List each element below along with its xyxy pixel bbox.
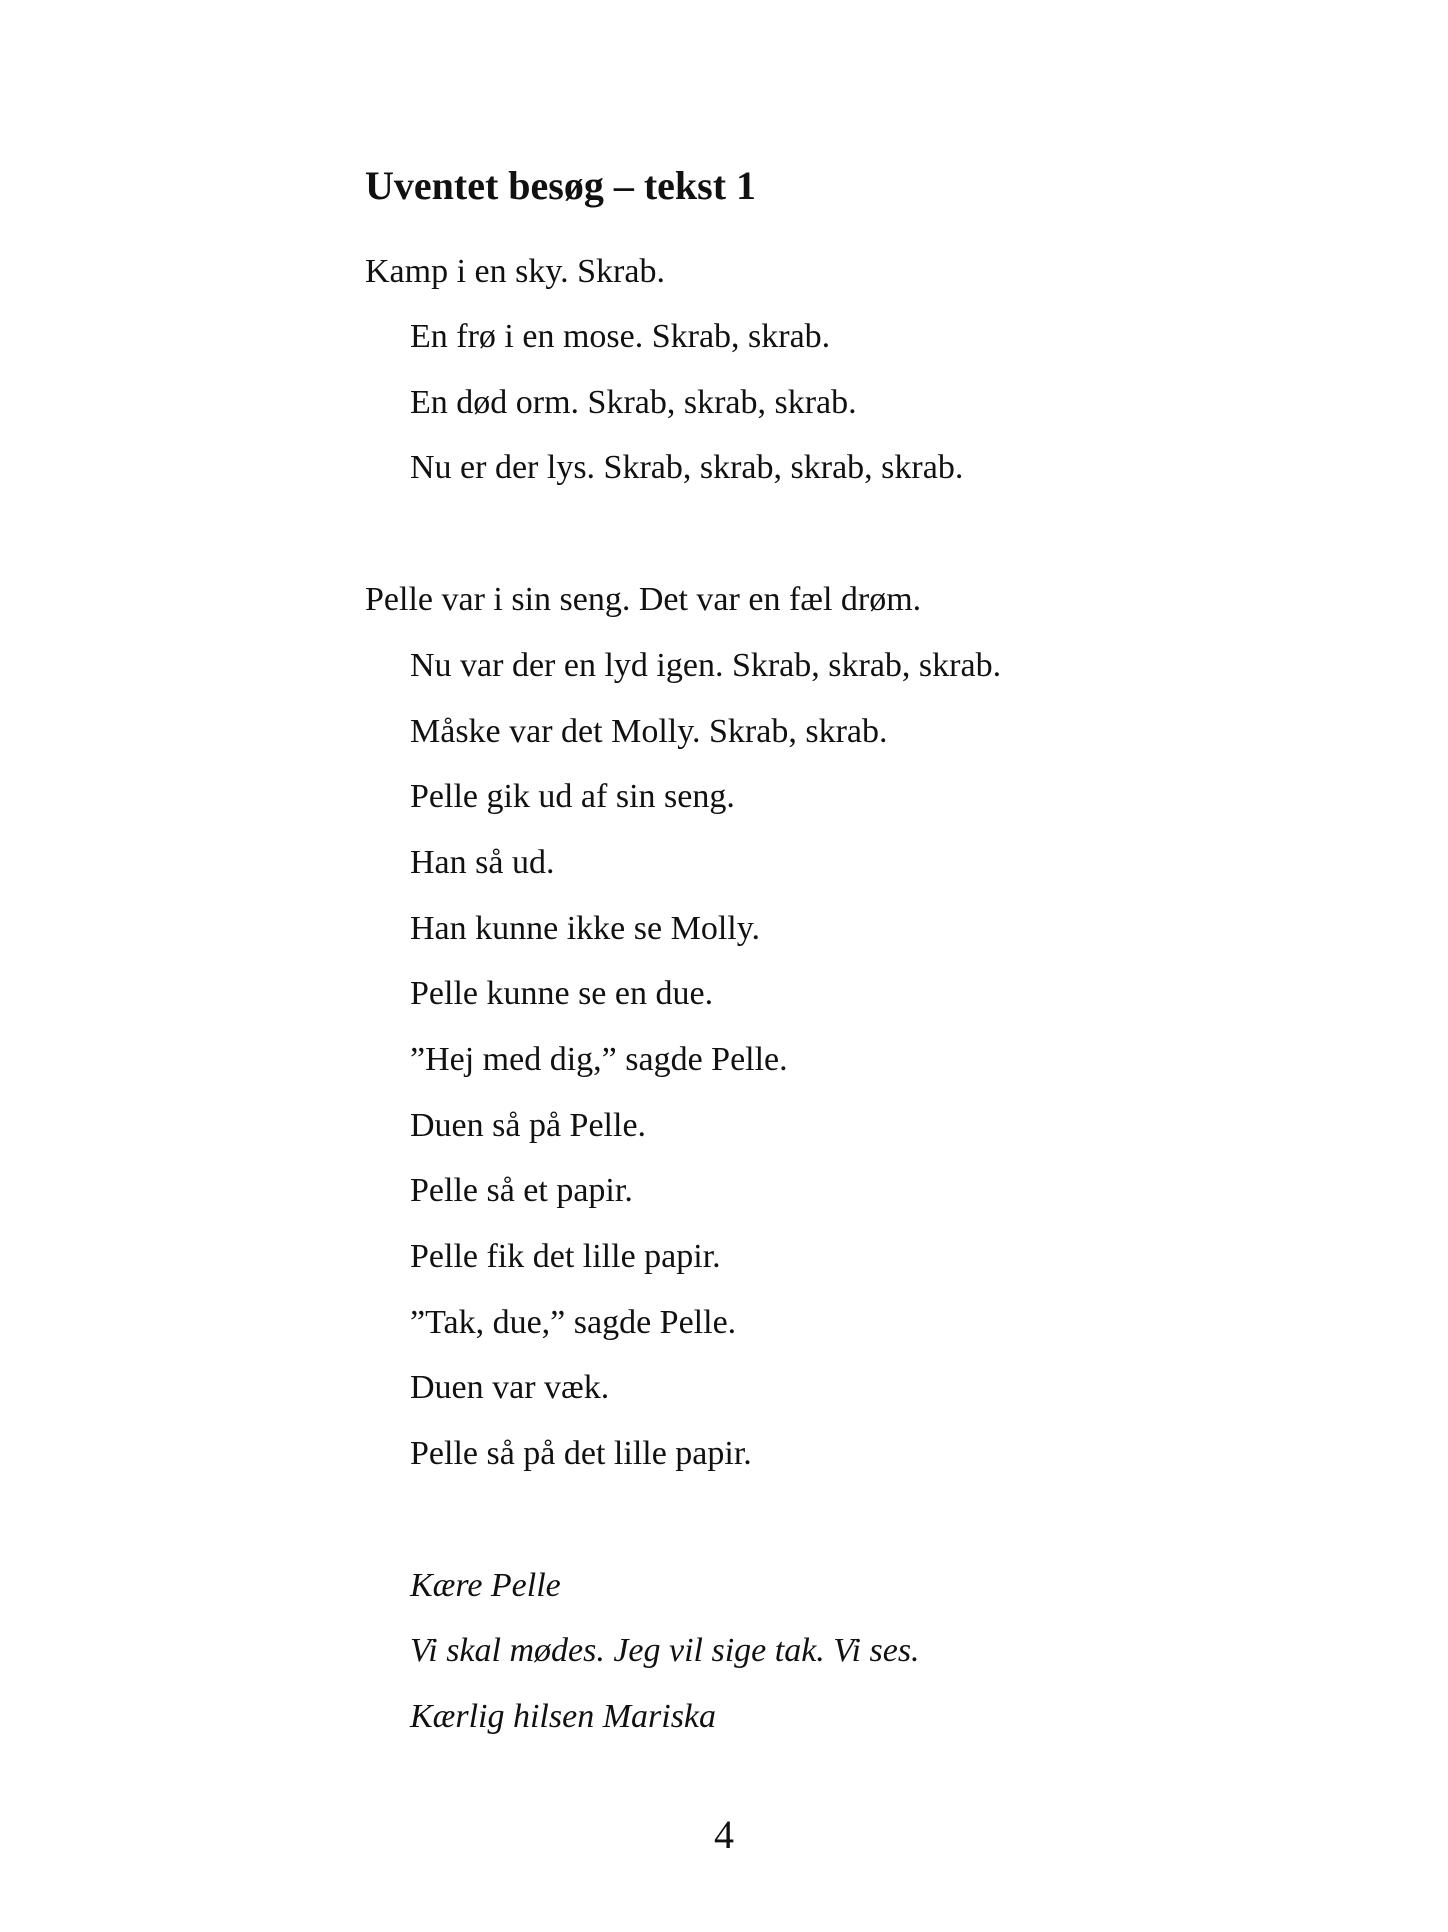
stanza1-line2: En frø i en mose. Skrab, skrab. (410, 318, 831, 355)
story-line12: ”Tak, due,” sagde Pelle. (410, 1304, 737, 1341)
story-line13: Duen var væk. (410, 1369, 610, 1406)
story-line1: Pelle var i sin seng. Det var en fæl drøm. (365, 581, 922, 618)
letter-signature: Kærlig hilsen Mariska (410, 1698, 717, 1735)
story-line4: Pelle gik ud af sin seng. (410, 778, 735, 815)
story-line3: Måske var det Molly. Skrab, skrab. (410, 713, 888, 750)
page-title: Uventet besøg – tekst 1 (365, 163, 757, 208)
stanza1-line4: Nu er der lys. Skrab, skrab, skrab, skrab. (410, 449, 964, 486)
stanza1-line1: Kamp i en sky. Skrab. (365, 253, 665, 290)
letter-body: Vi skal mødes. Jeg vil sige tak. Vi ses. (410, 1632, 920, 1669)
story-line10: Pelle så et papir. (410, 1172, 633, 1209)
story-line9: Duen så på Pelle. (410, 1107, 647, 1144)
story-line11: Pelle fik det lille papir. (410, 1238, 721, 1275)
story-line8: ”Hej med dig,” sagde Pelle. (410, 1041, 788, 1078)
page-number: 4 (714, 1812, 734, 1857)
story-line5: Han så ud. (410, 844, 555, 881)
story-line2: Nu var der en lyd igen. Skrab, skrab, skrab. (410, 647, 1002, 684)
story-line14: Pelle så på det lille papir. (410, 1435, 752, 1472)
stanza1-line3: En død orm. Skrab, skrab, skrab. (410, 384, 857, 421)
story-line7: Pelle kunne se en due. (410, 975, 714, 1012)
letter-greeting: Kære Pelle (410, 1567, 561, 1604)
story-line6: Han kunne ikke se Molly. (410, 910, 761, 947)
